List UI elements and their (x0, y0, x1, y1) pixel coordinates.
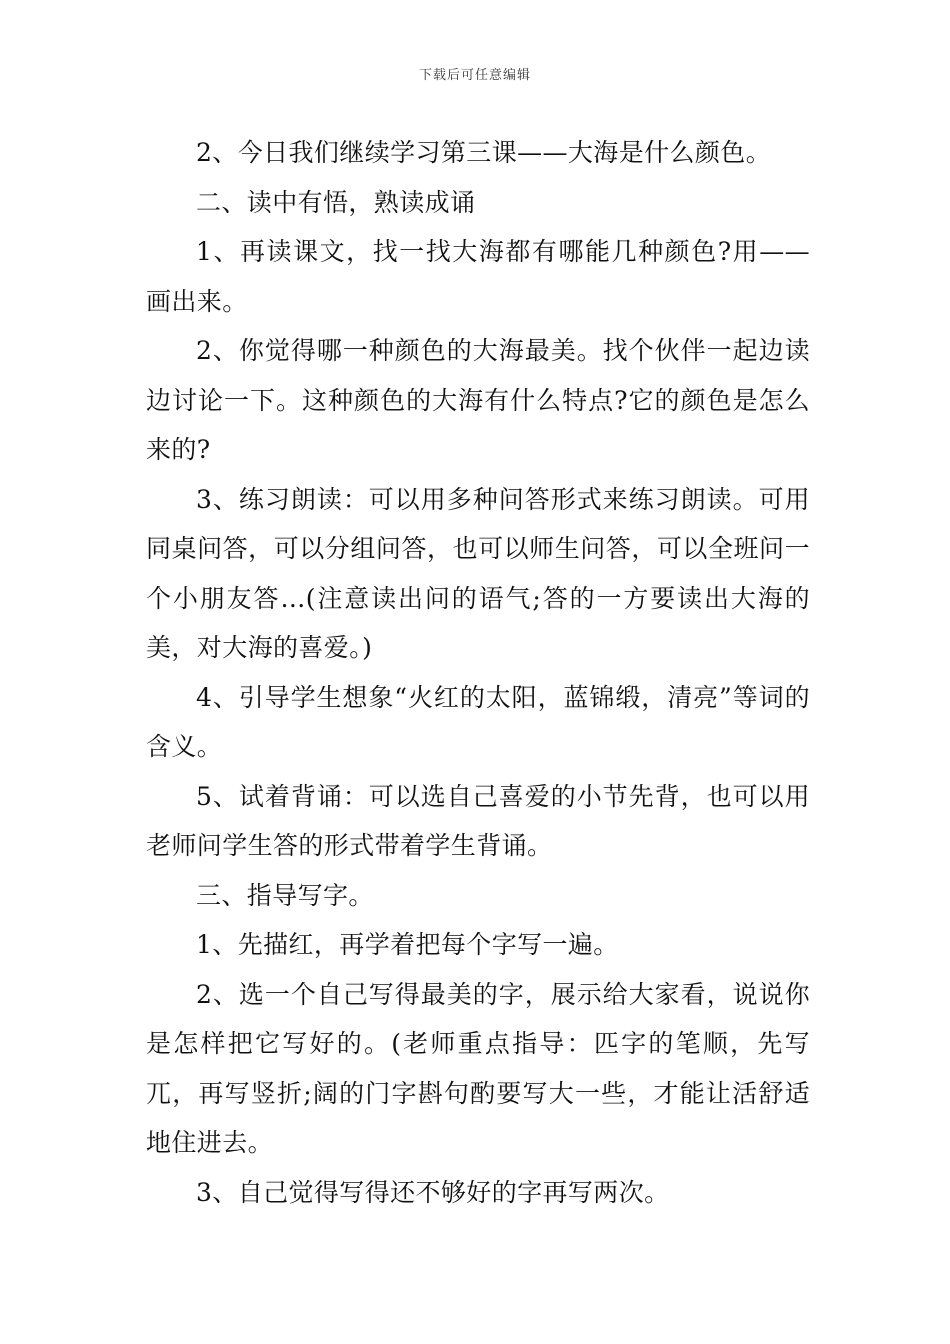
paragraph: 2、选一个自己写得最美的字，展示给大家看，说说你是怎样把它写好的。(老师重点指导：匹字的笔顺，先写兀，再写竖折;阔的门字斟句酌要写大一些，才能让活舒适地住进去。 (146, 979, 810, 1157)
section-heading: 二、读中有悟，熟读成诵 (196, 187, 476, 217)
paragraph: 2、你觉得哪一种颜色的大海最美。找个伙伴一起边读边讨论一下。这种颜色的大海有什么特点?它的颜色是怎么来的? (146, 336, 810, 464)
paragraph: 1、再读课文，找一找大海都有哪能几种颜色?用——画出来。 (146, 237, 810, 316)
paragraph: 3、自己觉得写得还不够好的字再写两次。 (196, 1177, 670, 1207)
paragraph: 5、试着背诵：可以选自己喜爱的小节先背，也可以用老师问学生答的形式带着学生背诵。 (146, 781, 810, 860)
paragraph: 2、今日我们继续学习第三课——大海是什么颜色。 (196, 138, 772, 167)
header-note: 下载后可任意编辑 (418, 68, 531, 83)
document-body (146, 128, 810, 1217)
paragraph: 3、练习朗读：可以用多种问答形式来练习朗读。可用同桌问答，可以分组问答，也可以师生问答，可以全班问一个小朋友答…(注意读出问的语气;答的一方要读出大海的美，对大海的喜爱。) (146, 484, 810, 662)
section-heading: 三、指导写字。 (196, 880, 374, 910)
paragraph: 4、引导学生想象“火红的太阳，蓝锦缎，清亮”等词的含义。 (146, 682, 810, 761)
paragraph: 1、先描红，再学着把每个字写一遍。 (196, 930, 619, 959)
